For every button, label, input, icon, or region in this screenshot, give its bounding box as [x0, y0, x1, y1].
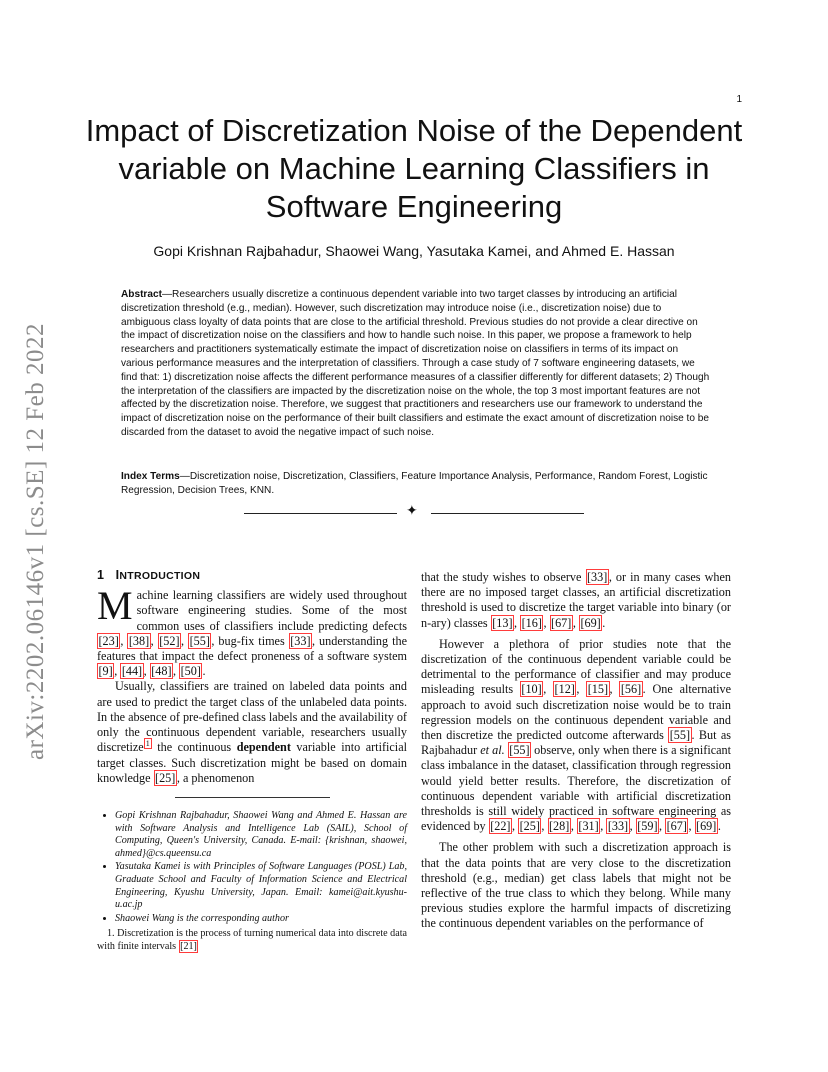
separator-line-right: [431, 513, 584, 514]
section-heading-introduction: [97, 568, 407, 584]
right-paragraph-3: The other problem with such a discretization approach is that the data points that are very close to the discretization threshold (e.g., median) get class labels that might not be reflective of the true class to which they belong. While many previous studies explore the harmful impacts of discretizing the continuous dependent variables on the performance of: [421, 840, 731, 931]
right-paragraph-2: [421, 637, 731, 835]
text-run: .: [602, 615, 606, 630]
affiliation-footnotes: [97, 810, 407, 926]
separator-star-icon: ✦: [406, 503, 418, 519]
text-run: ,: [150, 633, 158, 648]
et-al-text: et al.: [480, 743, 505, 758]
intro-paragraph-1: [97, 583, 407, 679]
text-run: ,: [143, 664, 150, 679]
paper-title: Impact of Discretization Noise of the Dependent variable on Machine Learning Classifiers in Software Engineering: [85, 113, 743, 224]
citation-link[interactable]: [55]: [189, 633, 210, 648]
text-run: However a plethora of prior studies note that the discretization of the continuous dependent variable could be detrimental to the performance of classifier and may produce misleading results: [421, 636, 731, 697]
footnote-text: 1. Discretization is the process of turning numerical data into discrete data with finite intervals: [97, 928, 407, 952]
text-run: achine learning classifiers are widely used throughout software engineering studies. Some of the most common uses of classifiers include predicting defects: [136, 588, 407, 633]
citation-link[interactable]: [22]: [490, 819, 511, 834]
citation-link[interactable]: [21]: [180, 941, 197, 952]
text-run: ,: [600, 819, 607, 834]
right-column: [421, 570, 731, 932]
separator-line-left: [244, 513, 397, 514]
citation-link[interactable]: [33]: [587, 570, 608, 584]
citation-link[interactable]: [25]: [155, 770, 176, 785]
section-number: 1: [97, 568, 105, 582]
citation-link[interactable]: [44]: [121, 664, 143, 679]
text-run: , understanding the features that impact the defect proneness of a software system: [97, 633, 407, 664]
citation-link[interactable]: [9]: [98, 664, 113, 679]
text-run: , bug-fix times: [211, 633, 289, 648]
citation-link[interactable]: [15]: [587, 682, 609, 697]
text-run: ,: [173, 664, 180, 679]
citation-link[interactable]: [25]: [519, 819, 540, 834]
citation-link[interactable]: [59]: [637, 819, 658, 834]
text-run: .: [717, 819, 721, 834]
abstract-text: —Researchers usually discretize a continuous dependent variable into two target classes by introducing an artificial discretization threshold (e.g., median). However, such discretization may introduce noise (i.e., discretization noise) due to ambiguous class loyalty of data points that are close to the artificial threshold. Previous studies do not provide a clear directive on the impact of discretization noise on the classifiers and how to handle such noise. In this paper, we propose a framework to help researchers and practitioners systematically estimate the impact of discretization noise on classifiers in terms of its impact on various performance measures and the interpretation of classifiers. Through a case study of 7 software engineering datasets, we find that: 1) discretization noise affects the different performance measures of a classifier differently for different datasets; 2) Though the interpretation of the classifiers are impacted by the discretization noise on the whole, the top 3 most important features are not affected by the discretization noise. Therefore, we suggest that practitioners and researchers use our framework to understand the impact of discretization noise on the performance of their built classifiers and estimate the exact amount of discretization noise to be discarded from the dataset to avoid the negative impact of such noise.: [121, 289, 710, 438]
index-terms-text: —Discretization noise, Discretization, Classifiers, Feature Importance Analysis, Performance, Random Forest, Logistic Regression, Decision Trees, KNN.: [121, 471, 708, 496]
text-run: ,: [114, 664, 121, 679]
section-title-rest: NTRODUCTION: [119, 570, 201, 582]
citation-link[interactable]: [52]: [159, 633, 180, 648]
citation-link[interactable]: [67]: [551, 615, 572, 630]
dropcap-letter: M: [97, 583, 133, 629]
author-list: Gopi Krishnan Rajbahadur, Shaowei Wang, Yasutaka Kamei, and Ahmed E. Hassan: [153, 243, 675, 259]
citation-link[interactable]: [33]: [607, 819, 629, 834]
text-run: ,: [512, 819, 519, 834]
footnote-marker[interactable]: 1: [145, 739, 150, 749]
citation-link[interactable]: [12]: [554, 682, 575, 697]
text-run: ,: [541, 819, 548, 834]
text-run: ,: [120, 633, 128, 648]
text-run: , or in many cases when there are no imposed target classes, an artificial discretization threshold is used to discretize the target variable into binary (or n-ary) classes: [421, 570, 731, 630]
citation-link[interactable]: [13]: [492, 615, 513, 630]
right-paragraph-1: [421, 570, 731, 631]
citation-link[interactable]: [56]: [620, 682, 642, 697]
abstract-label: Abstract: [121, 289, 162, 300]
text-run: ,: [629, 819, 636, 834]
text-run: ,: [609, 682, 620, 697]
citation-link[interactable]: [33]: [290, 633, 311, 648]
abstract: [121, 288, 711, 440]
text-run: variable into artificial target classes. Such discretization might be based on domain knowledge: [97, 740, 407, 785]
text-run: ,: [576, 682, 587, 697]
section-title-initial: I: [115, 568, 120, 582]
citation-link[interactable]: [69]: [580, 615, 601, 630]
citation-link[interactable]: [28]: [549, 819, 570, 834]
citation-link[interactable]: [10]: [521, 682, 542, 697]
text-run: , a phenomenon: [176, 770, 255, 785]
section-separator: [244, 503, 584, 520]
text-run: ,: [543, 682, 554, 697]
footnote-1: [97, 927, 407, 953]
index-terms: [121, 470, 711, 498]
text-run: . One alternative approach to avoid such discretization noise would be to train regression models on the continuous dependent variable and then discretize the predicted outcome afterwards: [421, 682, 732, 743]
footnote-rule: [175, 797, 330, 798]
page-number: 1: [736, 94, 742, 105]
text-run: ,: [688, 819, 695, 834]
citation-link[interactable]: [48]: [151, 664, 172, 679]
text-run: ,: [514, 615, 521, 630]
citation-link[interactable]: [38]: [128, 633, 150, 648]
citation-link[interactable]: [23]: [98, 633, 119, 648]
citation-link[interactable]: [16]: [521, 615, 542, 630]
text-run: .: [202, 664, 206, 679]
text-run: ,: [570, 819, 577, 834]
arxiv-stamp[interactable]: arXiv:2202.06146v1 [cs.SE] 12 Feb 2022: [22, 322, 49, 760]
citation-link[interactable]: [50]: [180, 664, 201, 679]
text-run: that the study wishes to observe: [421, 570, 586, 584]
text-run: ,: [543, 615, 550, 630]
text-run: ,: [659, 819, 666, 834]
left-column: [97, 568, 407, 786]
citation-link[interactable]: [67]: [666, 819, 687, 834]
intro-paragraph-2: [97, 679, 407, 785]
text-run: ,: [181, 633, 189, 648]
text-run: Usually, classifiers are trained on labeled data points and are used to predict the target class of the unlabeled data points. In the absence of pre-defined class labels and the availability of only the continuous dependent variable, researchers usually discretize: [97, 679, 407, 755]
text-run: ,: [572, 615, 579, 630]
affiliation-item: • Yasutaka Kamei is with Principles of Software Languages (POSL) Lab, Graduate School and Faculty of Information Science and Electrical Engineering, Kyushu University, Japan. Email: kamei@ait.kyushu-u.ac.jp: [115, 861, 407, 911]
bold-term: dependent: [236, 740, 291, 755]
text-run: observe, only when there is a significant class imbalance in the dataset, classification through regression would yield better results. Therefore, the discretization of continuous dependent variable with artificial discretization thresholds is still widely practiced in software engineering as evidenced by: [421, 743, 732, 834]
affiliation-item: • Gopi Krishnan Rajbahadur, Shaowei Wang and Ahmed E. Hassan are with Software Analysis and Intelligence Lab (SAIL), School of Computing, Queen's University, Canada. E-mail: {krishnan, shaowei, ahmed}@cs.queensu.ca: [115, 810, 407, 860]
citation-link[interactable]: [31]: [578, 819, 599, 834]
index-terms-label: Index Terms: [121, 471, 180, 482]
text-run: . But as Rajbahadur: [421, 728, 731, 758]
citation-link[interactable]: [55]: [669, 728, 691, 743]
citation-link[interactable]: [69]: [696, 819, 717, 834]
citation-link[interactable]: [55]: [509, 743, 530, 758]
text-run: the continuous: [151, 740, 237, 755]
affiliation-item: • Shaowei Wang is the corresponding author: [115, 913, 407, 926]
